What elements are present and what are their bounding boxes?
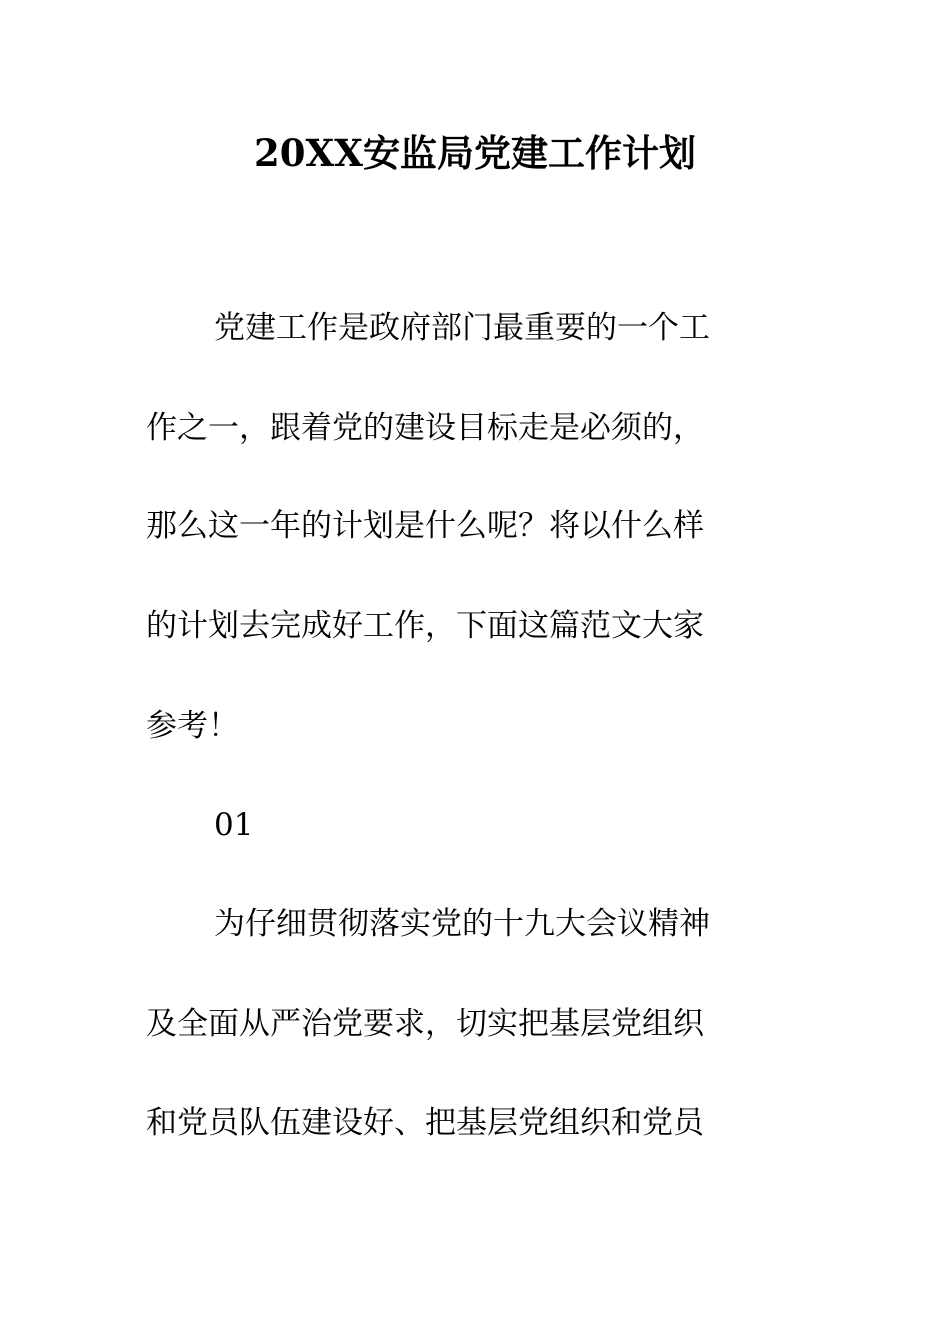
paragraph-1-line-2: 作之一，跟着党的建设目标走是必须的， — [146, 410, 704, 446]
document-title: 20XX安监局党建工作计划 — [254, 131, 696, 175]
section-number: 01 — [214, 807, 254, 843]
paragraph-1-line-4: 的计划去完成好工作，下面这篇范文大家 — [146, 608, 704, 644]
paragraph-2-line-2: 及全面从严治党要求，切实把基层党组织 — [146, 1006, 704, 1042]
paragraph-2-line-1: 为仔细贯彻落实党的十九大会议精神 — [214, 906, 710, 942]
paragraph-1-line-5: 参考！ — [146, 708, 239, 744]
paragraph-1-line-1: 党建工作是政府部门最重要的一个工 — [214, 310, 710, 346]
paragraph-1-line-3: 那么这一年的计划是什么呢？将以什么样 — [146, 508, 704, 544]
paragraph-2-line-3: 和党员队伍建设好、把基层党组织和党员 — [146, 1105, 704, 1141]
